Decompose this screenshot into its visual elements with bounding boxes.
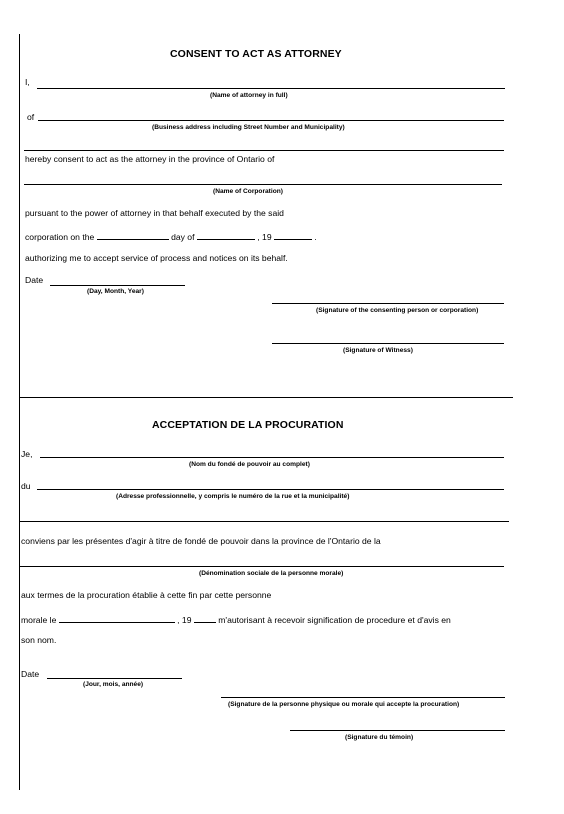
fr-date-label: Date bbox=[21, 669, 40, 679]
date-label: Date bbox=[25, 275, 44, 285]
of-label: of bbox=[27, 112, 35, 122]
fr-denomination-field[interactable] bbox=[20, 566, 504, 567]
fr-business-address-caption: (Adresse professionnelle, y compris le numéro de la rue et la municipalité) bbox=[116, 493, 350, 500]
left-margin-rule bbox=[19, 34, 20, 790]
fr-witness-signature-field[interactable] bbox=[290, 730, 505, 731]
day-of-text: day of bbox=[171, 232, 195, 242]
fr-attorney-name-caption: (Nom du fondé de pouvoir au complet) bbox=[189, 461, 310, 468]
son-nom-text: son nom. bbox=[21, 635, 57, 645]
business-address-field[interactable] bbox=[38, 120, 504, 121]
fr-attorney-name-field[interactable] bbox=[40, 457, 504, 458]
year-field[interactable] bbox=[274, 230, 312, 240]
consenting-signature-field[interactable] bbox=[272, 303, 504, 304]
aux-termes-text: aux termes de la procuration établie à cette fin par cette personne bbox=[21, 590, 272, 600]
address-continuation-field[interactable] bbox=[24, 150, 504, 151]
pursuant-text: pursuant to the power of attorney in that behalf executed by the said bbox=[25, 208, 284, 218]
authorizing-text: authorizing me to accept service of process and notices on its behalf. bbox=[25, 253, 288, 263]
fr-date-caption: (Jour, mois, année) bbox=[83, 681, 144, 688]
consenting-signature-caption: (Signature of the consenting person or corporation) bbox=[316, 307, 479, 314]
attorney-name-caption: (Name of attorney in full) bbox=[210, 92, 288, 99]
accepting-signature-field[interactable] bbox=[221, 697, 505, 698]
fr-date-field[interactable] bbox=[59, 613, 175, 623]
morale-le-text: morale le bbox=[21, 615, 57, 625]
business-address-caption: (Business address including Street Number and Municipality) bbox=[152, 124, 345, 131]
attorney-name-field[interactable] bbox=[37, 88, 505, 89]
accepting-signature-caption: (Signature de la personne physique ou morale qui accepte la procuration) bbox=[228, 701, 460, 708]
autorisant-text: m'autorisant à recevoir signification de procedure et d'avis en bbox=[218, 615, 451, 625]
year-prefix: , 19 bbox=[257, 232, 272, 242]
je-label: Je, bbox=[21, 449, 33, 459]
fr-year-prefix: , 19 bbox=[177, 615, 192, 625]
corporation-on-text: corporation on the bbox=[25, 232, 95, 242]
fr-year-field[interactable] bbox=[194, 613, 216, 623]
morale-le-line bbox=[21, 613, 451, 625]
witness-signature-field[interactable] bbox=[272, 343, 504, 344]
witness-signature-caption: (Signature of Witness) bbox=[343, 347, 413, 354]
fr-business-address-field[interactable] bbox=[37, 489, 504, 490]
period: . bbox=[314, 232, 317, 242]
corporation-name-field[interactable] bbox=[24, 184, 502, 185]
date-caption: (Day, Month, Year) bbox=[87, 288, 144, 295]
du-label: du bbox=[21, 481, 31, 491]
i-label: I, bbox=[25, 77, 30, 87]
corporation-name-caption: (Name of Corporation) bbox=[213, 188, 283, 195]
fr-address-continuation-field[interactable] bbox=[20, 521, 509, 522]
section-divider bbox=[19, 397, 513, 398]
french-title: ACCEPTATION DE LA PROCURATION bbox=[152, 419, 344, 431]
fr-denomination-caption: (Dénomination sociale de la personne morale) bbox=[199, 570, 344, 577]
corporation-date-line bbox=[25, 230, 317, 242]
day-field[interactable] bbox=[97, 230, 169, 240]
consent-text: hereby consent to act as the attorney in the province of Ontario of bbox=[25, 154, 275, 164]
month-field[interactable] bbox=[197, 230, 255, 240]
fr-date-line-field[interactable] bbox=[47, 678, 182, 679]
conviens-text: conviens par les présentes d'agir à titre de fondé de pouvoir dans la province de l'Ontario de la bbox=[21, 536, 381, 546]
fr-witness-signature-caption: (Signature du témoin) bbox=[345, 734, 414, 741]
english-title: CONSENT TO ACT AS ATTORNEY bbox=[170, 48, 342, 60]
date-field[interactable] bbox=[50, 285, 185, 286]
